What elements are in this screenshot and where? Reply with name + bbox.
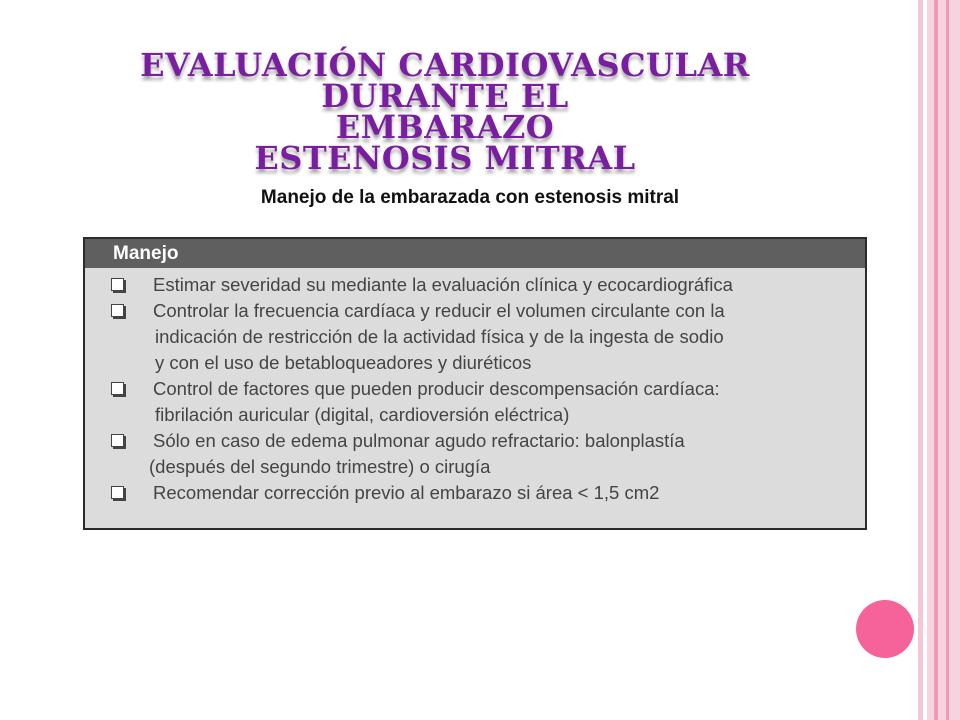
list-item [85,298,865,376]
slide-title-line: EMBARAZO [335,108,555,146]
decor-border-line [934,0,938,720]
list-item [85,376,865,428]
list-item-text: Control de factores que pueden producir descompensación cardíaca: [153,378,720,399]
list-item-text: Estimar severidad su mediante la evaluación clínica y ecocardiográfica [153,274,733,295]
management-panel [83,237,867,530]
slide-title-line: EVALUACIÓN CARDIOVASCULAR DURANTE EL [140,46,750,115]
list-item-text: y con el uso de betabloqueadores y diuréticos [155,352,532,373]
decor-border-stripe [918,0,923,720]
list-item-text: indicación de restricción de la actividad física y de la ingesta de sodio [155,326,724,347]
decor-border-band [927,0,960,720]
list-item [85,272,865,298]
list-item [85,480,865,506]
list-item-text: Sólo en caso de edema pulmonar agudo refractario: balonplastía [153,430,685,451]
decor-border-line [946,0,949,720]
decor-circle [856,600,914,658]
checkbox-icon [111,434,124,447]
slide-title [60,46,830,177]
list-item-text: Recomendar corrección previo al embarazo si área < 1,5 cm2 [153,482,660,503]
list-item [85,428,865,480]
checkbox-icon [111,278,124,291]
list-item-text: fibrilación auricular (digital, cardioversión eléctrica) [155,404,570,425]
panel-header: Manejo [85,239,865,268]
checkbox-icon [111,304,124,317]
management-list [85,268,865,506]
checkbox-icon [111,382,124,395]
slide-title-line: ESTENOSIS MITRAL [254,139,636,177]
checkbox-icon [111,486,124,499]
list-item-text: (después del segundo trimestre) o cirugía [149,456,491,477]
slide-subtitle: Manejo de la embarazada con estenosis mitral [260,187,680,208]
list-item-text: Controlar la frecuencia cardíaca y reducir el volumen circulante con la [153,300,725,321]
